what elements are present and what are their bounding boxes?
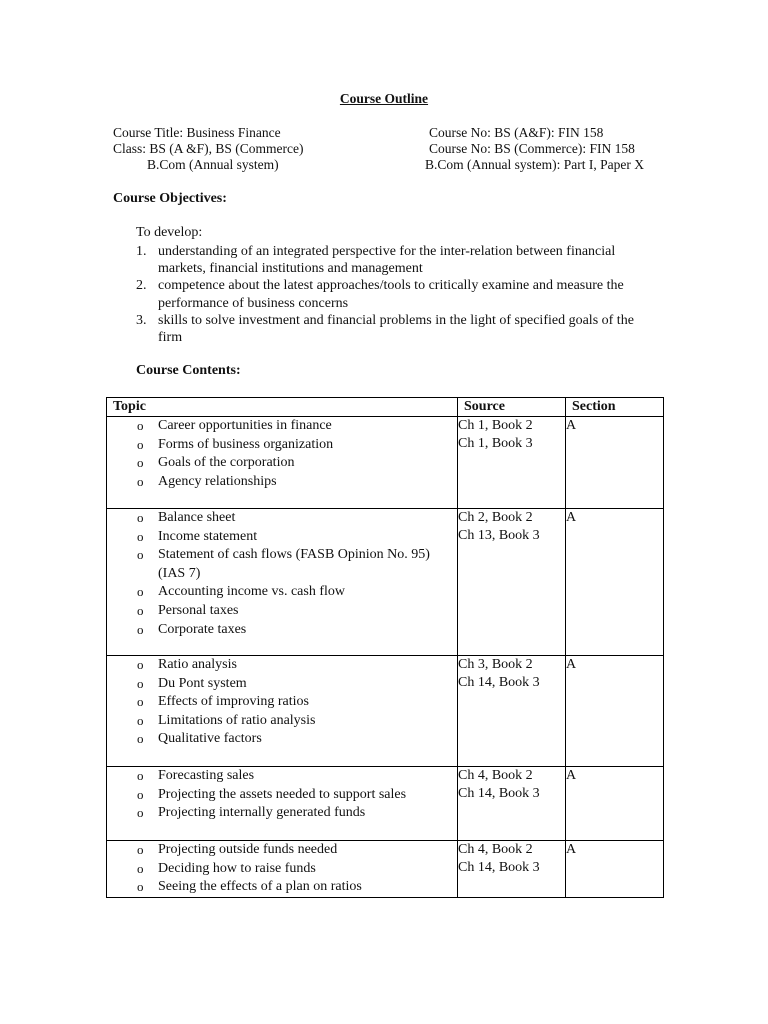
topic-item: o Forms of business organization xyxy=(107,436,457,455)
bullet-icon: o xyxy=(137,675,144,691)
source-line: Ch 4, Book 2 xyxy=(458,768,533,783)
section-cell: A xyxy=(566,656,664,767)
objective-item xyxy=(136,243,656,277)
source-line: Ch 1, Book 2 xyxy=(458,418,533,433)
objective-number: 3. xyxy=(136,312,147,328)
topics-cell xyxy=(107,656,458,767)
objective-item xyxy=(136,312,656,346)
table-header-row xyxy=(107,398,664,417)
bullet-icon: o xyxy=(137,436,144,452)
bullet-icon: o xyxy=(137,547,144,563)
column-header-section: Section xyxy=(566,398,664,417)
objective-number: 1. xyxy=(136,244,147,259)
objective-text: skills to solve investment and financial problems in the light of specified goals of the firm xyxy=(158,312,634,346)
table-row xyxy=(107,417,664,509)
bullet-icon: o xyxy=(137,786,144,802)
objectives-heading: Course Objectives: xyxy=(113,191,227,206)
source-cell xyxy=(458,656,566,767)
topic-item: o Ratio analysis xyxy=(107,656,457,675)
topic-item: o Statement of cash flows (FASB Opinion No. 95) (IAS 7) xyxy=(137,547,430,581)
topic-item: o Balance sheet xyxy=(107,509,457,528)
table-row xyxy=(107,509,664,656)
topic-item: o Du Pont system xyxy=(107,675,457,694)
bullet-icon: o xyxy=(137,657,144,672)
objective-item xyxy=(136,277,656,311)
table-row xyxy=(107,767,664,841)
bullet-icon: o xyxy=(137,805,144,821)
column-header-source: Source xyxy=(458,398,566,417)
course-no-2: Course No: BS (Commerce): FIN 158 xyxy=(429,141,635,156)
course-no-3: B.Com (Annual system): Part I, Paper X xyxy=(425,157,644,172)
topic-item: o Career opportunities in finance xyxy=(107,417,457,436)
topic-item: o Deciding how to raise funds xyxy=(107,860,457,879)
topics-cell xyxy=(107,417,458,509)
topic-item: o Corporate taxes xyxy=(107,621,457,640)
table-row xyxy=(107,656,664,767)
bullet-icon: o xyxy=(137,860,144,876)
source-cell xyxy=(458,417,566,509)
course-no-1: Course No: BS (A&F): FIN 158 xyxy=(429,125,604,140)
topics-cell xyxy=(107,841,458,898)
bullet-icon: o xyxy=(137,602,144,618)
section-cell: A xyxy=(566,841,664,898)
class-line-2: B.Com (Annual system) xyxy=(147,157,279,172)
section-cell: A xyxy=(566,417,664,509)
topic-item: o Projecting outside funds needed xyxy=(107,841,457,860)
section-cell: A xyxy=(566,767,664,841)
topic-item: o Seeing the effects of a plan on ratios xyxy=(107,878,457,897)
topic-item: o Projecting the assets needed to support sales xyxy=(107,786,457,805)
bullet-icon: o xyxy=(137,418,144,433)
objective-text: understanding of an integrated perspective for the inter-relation between financial markets, financial institutions and management xyxy=(158,244,616,277)
bullet-icon: o xyxy=(137,879,144,895)
topic-item: o Qualitative factors xyxy=(107,730,457,749)
source-line: Ch 2, Book 2 xyxy=(458,510,533,525)
source-cell xyxy=(458,841,566,898)
source-cell xyxy=(458,509,566,656)
topic-item: o Income statement xyxy=(107,528,457,547)
topic-item: o Accounting income vs. cash flow xyxy=(107,583,457,602)
course-contents-table xyxy=(106,397,664,898)
column-header-topic: Topic xyxy=(107,398,458,417)
bullet-icon: o xyxy=(137,473,144,489)
topic-item: o Agency relationships xyxy=(107,473,457,492)
class-line: Class: BS (A &F), BS (Commerce) xyxy=(113,141,304,156)
course-title: Course Title: Business Finance xyxy=(113,125,281,140)
source-line: Ch 4, Book 2 xyxy=(458,842,533,857)
source-line: Ch 13, Book 3 xyxy=(458,528,540,543)
source-line: Ch 14, Book 3 xyxy=(458,675,540,690)
topics-cell xyxy=(107,509,458,656)
bullet-icon: o xyxy=(137,455,144,471)
bullet-icon: o xyxy=(137,842,144,857)
source-line: Ch 1, Book 3 xyxy=(458,436,533,451)
bullet-icon: o xyxy=(137,528,144,544)
contents-heading: Course Contents: xyxy=(136,363,241,378)
source-cell xyxy=(458,767,566,841)
topic-item: o Goals of the corporation xyxy=(107,454,457,473)
topic-item: o Limitations of ratio analysis xyxy=(107,712,457,731)
bullet-icon: o xyxy=(137,621,144,637)
objectives-intro: To develop: xyxy=(136,225,203,240)
topic-item: o Projecting internally generated funds xyxy=(107,804,457,823)
topics-cell xyxy=(107,767,458,841)
topic-item: o Effects of improving ratios xyxy=(107,693,457,712)
bullet-icon: o xyxy=(137,768,144,783)
objective-number: 2. xyxy=(136,278,147,294)
bullet-icon: o xyxy=(137,510,144,525)
bullet-icon: o xyxy=(137,731,144,747)
topic-item: o Forecasting sales xyxy=(107,767,457,786)
objectives-list xyxy=(136,243,656,346)
table-row xyxy=(107,841,664,898)
objective-text: competence about the latest approaches/tools to critically examine and measure the performance of business concerns xyxy=(158,278,624,311)
source-line: Ch 3, Book 2 xyxy=(458,657,533,672)
source-line: Ch 14, Book 3 xyxy=(458,860,540,875)
topic-item: o Personal taxes xyxy=(107,602,457,621)
section-cell: A xyxy=(566,509,664,656)
bullet-icon: o xyxy=(137,584,144,600)
page-title: Course Outline xyxy=(339,91,429,106)
bullet-icon: o xyxy=(137,694,144,710)
bullet-icon: o xyxy=(137,712,144,728)
source-line: Ch 14, Book 3 xyxy=(458,786,540,801)
